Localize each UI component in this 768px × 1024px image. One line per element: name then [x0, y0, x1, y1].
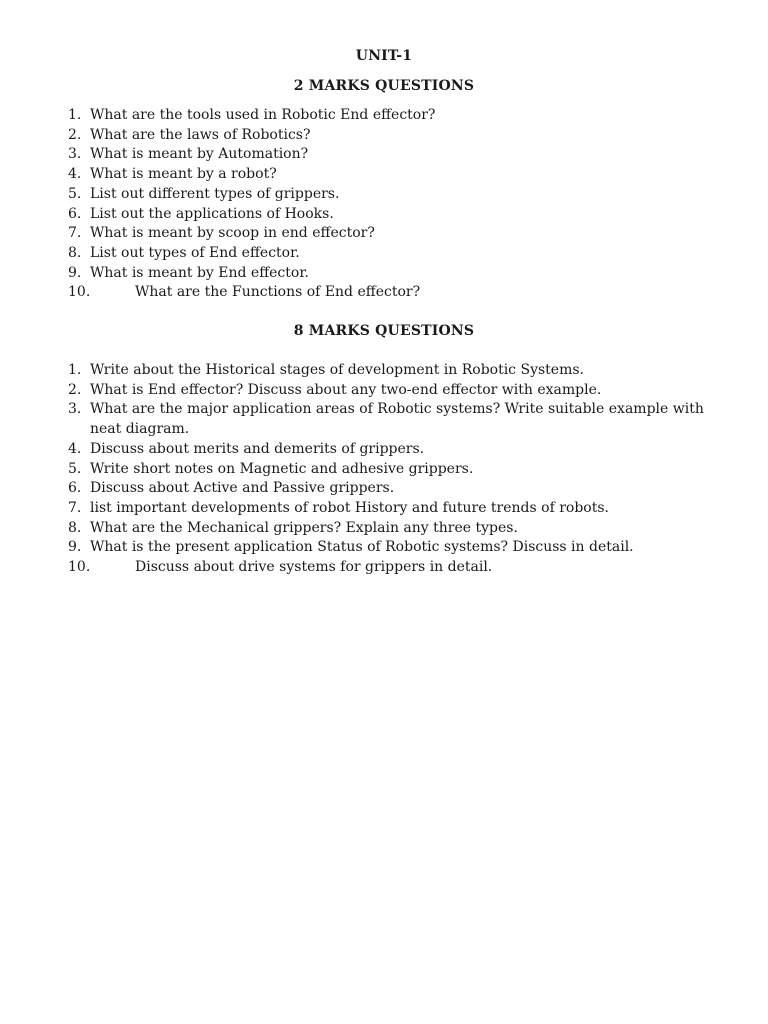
question-item	[68, 205, 708, 225]
question-text: What is meant by a robot?	[90, 166, 277, 183]
question-text: What are the tools used in Robotic End effector?	[90, 107, 436, 123]
question-text: What are the Functions of End effector?	[135, 284, 421, 301]
eight-marks-heading: 8 MARKS QUESTIONS	[293, 323, 475, 339]
question-item	[68, 499, 708, 519]
question-item	[68, 145, 708, 165]
question-item	[68, 106, 708, 126]
question-item	[68, 126, 708, 146]
two-marks-question-list	[68, 106, 708, 303]
question-text: Discuss about drive systems for grippers in detail.	[135, 559, 493, 576]
question-text: What is End effector? Discuss about any two-end effector with example.	[90, 381, 602, 398]
unit-title: UNIT-1	[355, 48, 413, 64]
question-text: What is meant by Automation?	[90, 146, 309, 163]
question-text: list important developments of robot History and future trends of robots.	[90, 499, 609, 516]
question-item	[68, 185, 708, 205]
question-item	[68, 479, 708, 499]
question-number: 8.	[68, 244, 82, 261]
question-item	[68, 264, 708, 284]
question-text: What is meant by End effector.	[90, 264, 309, 281]
question-number: 6.	[68, 205, 82, 222]
question-text: Discuss about merits and demerits of grippers.	[90, 440, 425, 457]
question-number: 8.	[68, 519, 82, 536]
question-text: What are the laws of Robotics?	[90, 126, 311, 143]
question-number: 5.	[68, 185, 82, 202]
two-marks-heading: 2 MARKS QUESTIONS	[293, 78, 475, 94]
question-number: 10.	[68, 559, 91, 576]
question-number: 3.	[68, 401, 82, 418]
question-text: List out the applications of Hooks.	[90, 205, 334, 222]
question-number: 9.	[68, 264, 82, 281]
question-number: 1.	[68, 362, 82, 378]
question-item	[68, 165, 708, 185]
question-text: What are the Mechanical grippers? Explain any three types.	[90, 519, 518, 536]
question-item	[68, 440, 708, 460]
question-item	[68, 400, 708, 439]
question-item	[68, 538, 708, 558]
question-number: 2.	[68, 126, 82, 143]
question-item	[68, 381, 708, 401]
question-number: 10.	[68, 284, 91, 301]
question-item	[68, 224, 708, 244]
question-item	[68, 361, 708, 381]
question-number: 3.	[68, 146, 82, 163]
question-text: Write short notes on Magnetic and adhesive grippers.	[90, 460, 474, 477]
question-number: 6.	[68, 480, 82, 497]
question-text: What is the present application Status of Robotic systems? Discuss in detail.	[90, 539, 634, 556]
question-number: 5.	[68, 460, 82, 477]
question-number: 2.	[68, 381, 82, 398]
question-text: Write about the Historical stages of development in Robotic Systems.	[90, 362, 584, 378]
question-item	[68, 558, 708, 578]
eight-marks-question-list	[68, 361, 708, 578]
question-item	[68, 460, 708, 480]
question-text: List out different types of grippers.	[90, 185, 340, 202]
question-number: 7.	[68, 225, 82, 242]
question-item	[68, 244, 708, 264]
question-item	[68, 519, 708, 539]
question-text: What is meant by scoop in end effector?	[90, 225, 375, 242]
question-text: List out types of End effector.	[90, 244, 300, 261]
question-number: 1.	[68, 107, 82, 123]
question-number: 4.	[68, 440, 82, 457]
question-text: Discuss about Active and Passive grippers.	[90, 480, 395, 497]
question-number: 9.	[68, 539, 82, 556]
question-text: What are the major application areas of Robotic systems? Write suitable example with neat diagram.	[90, 401, 704, 438]
question-number: 4.	[68, 166, 82, 183]
question-item	[68, 283, 708, 303]
question-number: 7.	[68, 499, 82, 516]
